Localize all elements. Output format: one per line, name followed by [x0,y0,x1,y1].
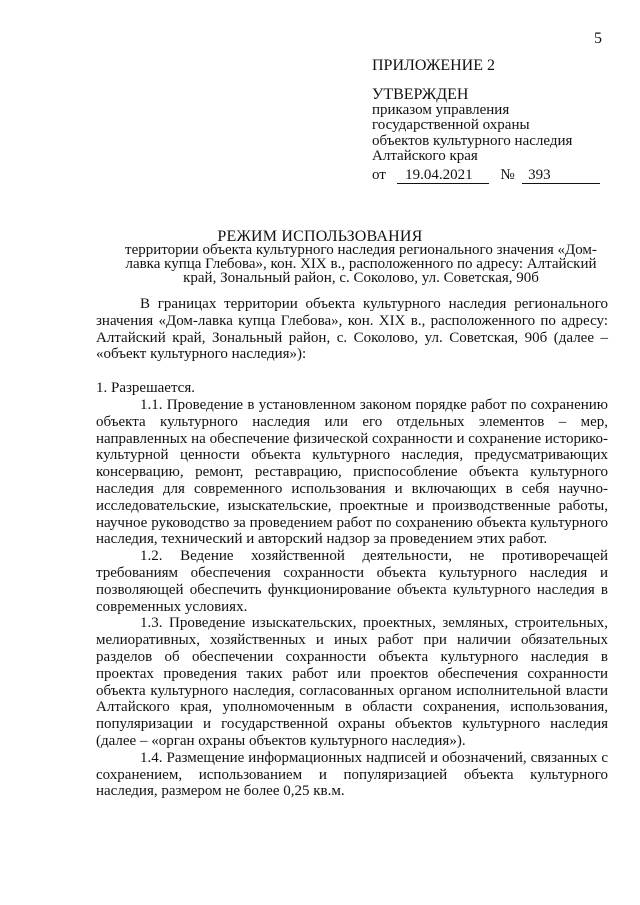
number-prefix: № [500,166,515,183]
document-title: РЕЖИМ ИСПОЛЬЗОВАНИЯ [217,228,423,245]
section-heading: 1. Разрешается. [96,380,195,397]
item-paragraph: 1.4. Размещение информационных надписей и обозначений, связанных с сохранением, использованием и популяризацией объекта культурного наследия, размером не более 0,25 кв.м. [96,749,608,800]
order-line: объектов культурного наследия [372,132,573,149]
page-number: 5 [594,30,602,47]
document-subtitle: территории объекта культурного наследия регионального значения «Дом-лавка купца Глебова», кон. XIX в., расположенного по адресу: Алтайский край, Зональный район, с. Соколово, ул. Советская, 90б [125,242,597,286]
appendix-label: ПРИЛОЖЕНИЕ 2 [372,57,496,74]
approval-block [372,58,612,184]
order-date-line [372,168,612,184]
document-body [96,296,608,800]
approved-label: УТВЕРЖДЕН [372,85,469,103]
order-line: государственной охраны [372,117,530,133]
order-line: Алтайского края [372,148,478,164]
order-number: 393 [522,168,600,184]
order-line: приказом управления [372,101,510,118]
order-date: 19.04.2021 [397,168,489,184]
item-paragraph: 1.2. Ведение хозяйственной деятельности, не противоречащей требованиям обеспечения сохранности объекта культурного наследия и позволяющей обеспечить функционирование объекта культурного наследия в современных условиях. [96,548,608,615]
item-paragraph: 1.3. Проведение изыскательских, проектных, земляных, строительных, мелиоративных, хозяйственных и иных работ при наличии обязательных разделов об обеспечении сохранности объекта культурного наследия в проектах проведения таких работ или проектов обеспечения сохранности объекта культурного наследия, согласованных органом исполнительной власти Алтайского края, уполномоченным в области сохранения, использования, популяризации и государственной охраны объектов культурного наследия (далее – «орган охраны объектов культурного наследия»). [96,615,608,749]
item-paragraph: 1.1. Проведение в установленном законом порядке работ по сохранению объекта культурного наследия или его отдельных элементов – мер, направленных на обеспечение физической сохранности и сохранение историко-культурной ценности объекта культурного наследия, предусматривающих консервацию, ремонт, реставрацию, приспособление объекта культурного наследия для современного использования и включающих в себя научно-исследовательские, изыскательские, проектные и производственные работы, научное руководство за проведением работ по сохранению объекта культурного наследия, технический и авторский надзор за проведением этих работ. [96,396,608,548]
date-prefix: от [372,166,386,183]
intro-paragraph: В границах территории объекта культурного наследия регионального значения «Дом-лавка купца Глебова», кон. XIX в., расположенного по адресу: Алтайский край, Зональный район, с. Соколово, ул. Советская, 90б (далее – «объект культурного наследия»): [96,296,608,363]
